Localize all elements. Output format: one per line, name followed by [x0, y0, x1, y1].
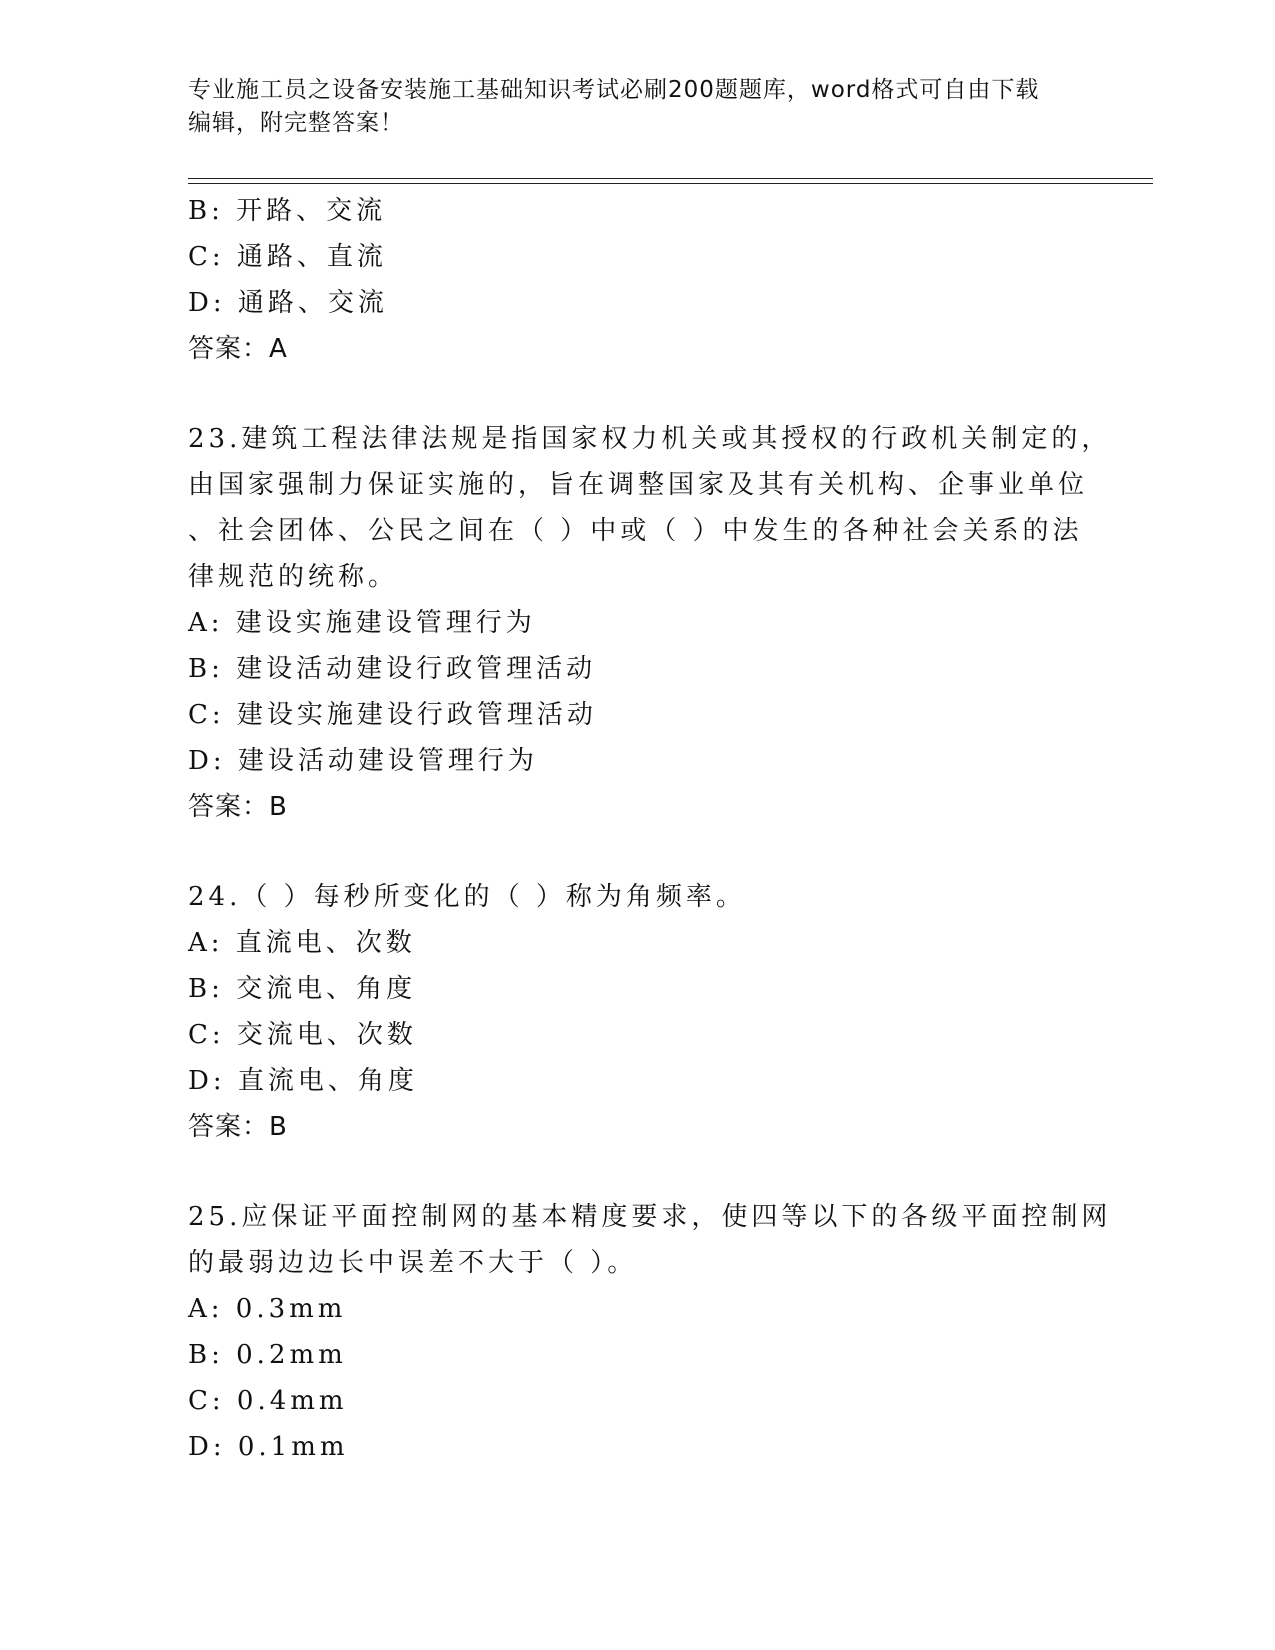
option-c: C: 建设实施建设行政管理活动 — [188, 700, 597, 730]
question-text-line: 23.建筑工程法律法规是指国家权力机关或其授权的行政机关制定的， — [188, 424, 1112, 454]
option-c: C: 0.4mm — [188, 1386, 348, 1416]
question-text-line: 由国家强制力保证实施的，旨在调整国家及其有关机构、企事业单位 — [188, 470, 1089, 500]
question-text-line: 律规范的统称。 — [188, 562, 399, 592]
question-text-line: 24.（ ）每秒所变化的（ ）称为角频率。 — [188, 882, 746, 912]
question-text-line: 、社会团体、公民之间在（ ）中或（ ）中发生的各种社会关系的法 — [188, 516, 1083, 546]
header-divider-top — [188, 178, 1153, 179]
option-d: D: 通路、交流 — [188, 288, 388, 318]
question-24 — [188, 874, 1088, 1150]
option-d: D: 直流电、角度 — [188, 1066, 418, 1096]
option-b: B: 开路、交流 — [188, 196, 387, 226]
document-header — [188, 74, 1078, 140]
option-a: A: 建设实施建设管理行为 — [188, 608, 536, 638]
question-25 — [188, 1194, 1112, 1470]
option-c: C: 通路、直流 — [188, 242, 387, 272]
option-a: A: 直流电、次数 — [188, 928, 416, 958]
header-title-line-1: 专业施工员之设备安装施工基础知识考试必刷200题题库，word格式可自由下载 — [188, 77, 1040, 103]
option-d: D: 0.1mm — [188, 1432, 349, 1462]
answer-label: 答案：B — [188, 1112, 288, 1142]
question-text-line: 的最弱边边长中误差不大于（ ）。 — [188, 1248, 638, 1278]
option-d: D: 建设活动建设管理行为 — [188, 746, 538, 776]
option-b: B: 交流电、角度 — [188, 974, 417, 1004]
answer-label: 答案：B — [188, 792, 288, 822]
answer-label: 答案：A — [188, 334, 288, 364]
header-divider-bottom — [188, 183, 1153, 184]
option-c: C: 交流电、次数 — [188, 1020, 417, 1050]
question-23 — [188, 416, 1112, 830]
question-text-line: 25.应保证平面控制网的基本精度要求，使四等以下的各级平面控制网 — [188, 1202, 1112, 1232]
question-22-fragment — [188, 188, 1088, 372]
option-b: B: 建设活动建设行政管理活动 — [188, 654, 597, 684]
document-body — [188, 188, 1112, 1470]
option-a: A: 0.3mm — [188, 1294, 347, 1324]
header-title-line-2: 编辑，附完整答案！ — [188, 110, 404, 136]
option-b: B: 0.2mm — [188, 1340, 347, 1370]
